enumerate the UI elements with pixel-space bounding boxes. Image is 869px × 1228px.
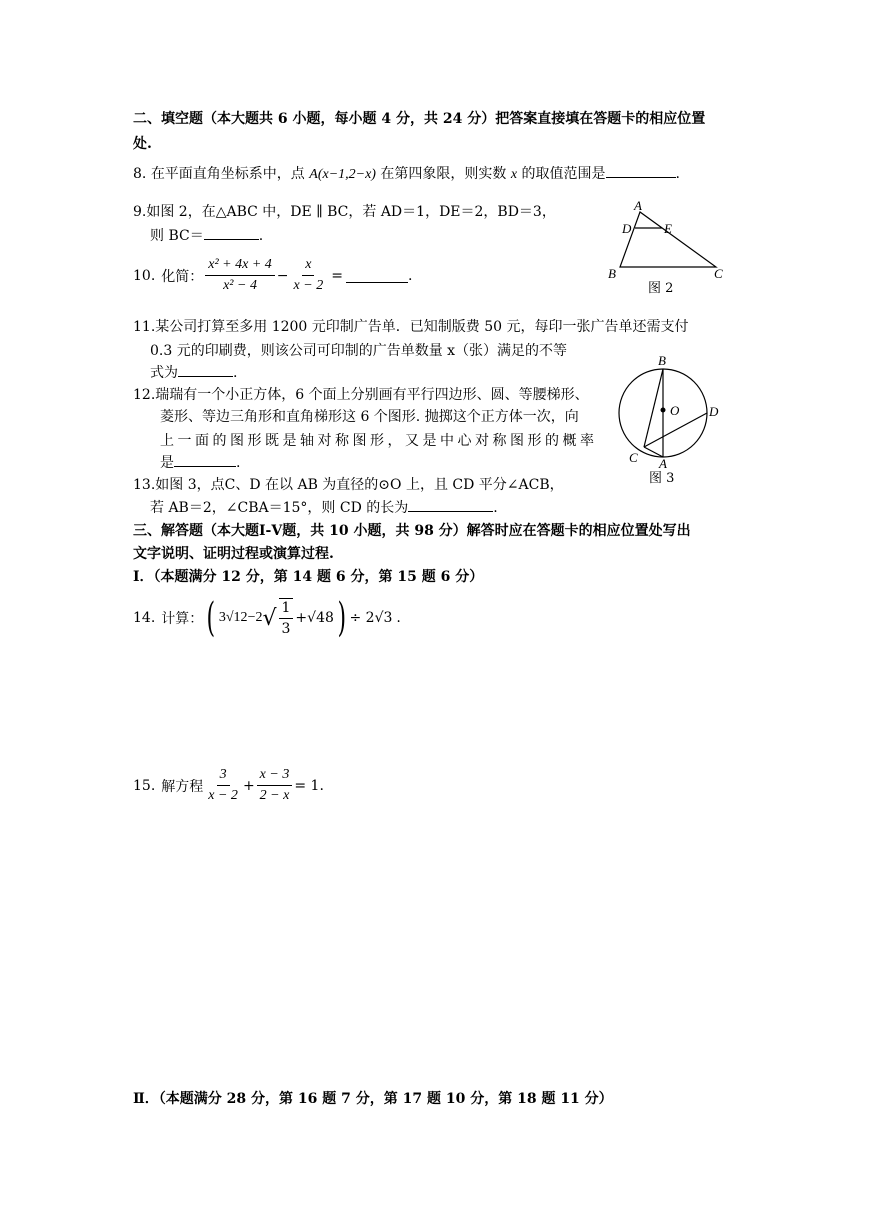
question-12-line1 [133, 384, 589, 404]
q11-end: . [233, 365, 238, 381]
q15-number: 15. [133, 777, 156, 794]
fig2-label-d: D [622, 221, 632, 236]
question-12-line4 [160, 452, 240, 472]
q15-end: . [319, 777, 324, 794]
q9-text2: 则 BC＝ [150, 228, 204, 244]
fig3-caption: 图 3 [649, 471, 675, 486]
center-point-o [661, 408, 666, 413]
q11-number: 11. [133, 319, 156, 335]
q15-equals: = 1 [294, 777, 320, 794]
chord-cb [644, 369, 663, 447]
q8-pre: 在平面直角坐标系中，点 [150, 166, 305, 182]
q9-answer-blank[interactable] [204, 225, 259, 240]
question-13-line1 [133, 474, 564, 494]
part2-title: Ⅱ．（本题满分 28 分，第 16 题 7 分，第 17 题 10 分，第 18 题 11 分） [133, 1091, 613, 1107]
q13-end: . [493, 500, 498, 516]
question-11-line1 [133, 316, 689, 336]
q14-frac-numerator: 1 [279, 599, 294, 619]
q8-answer-blank[interactable] [606, 163, 676, 178]
q8-end: . [675, 166, 680, 182]
q10-answer-blank[interactable] [346, 268, 408, 283]
question-13-line2 [150, 497, 498, 517]
part1-title: Ⅰ．（本题满分 12 分，第 14 题 6 分，第 15 题 6 分） [133, 569, 484, 585]
fig2-label-c: C [714, 266, 723, 281]
fig3-label-a: A [659, 456, 667, 471]
q9-end: . [258, 228, 264, 244]
q9-number: 9. [133, 204, 147, 220]
q14-fraction [279, 598, 294, 638]
q12-number: 12. [133, 387, 156, 403]
q14-minus: −2 [247, 610, 263, 625]
q14-left-paren: ( [206, 595, 216, 641]
q14-sqrt-sign: √ [262, 605, 277, 631]
q11-text3: 式为 [150, 365, 178, 381]
q12-text4: 是 [160, 455, 174, 471]
question-14 [133, 596, 401, 640]
q14-term1: 3√12 [218, 610, 248, 625]
q14-plus: +√48 [295, 610, 334, 626]
question-12-line3: 上一面的图形既是轴对称图形，又是中心对称图形的概率 [160, 433, 598, 449]
question-9-line2 [150, 225, 263, 245]
q15-fraction-1 [205, 766, 241, 805]
q14-pre: 计算： [161, 611, 204, 627]
question-9-line1 [133, 201, 556, 221]
section2-heading-line1: 二、填空题（本大题共 6 小题，每小题 4 分，共 24 分）把答案直接填在答题卡的相应位置 [133, 111, 706, 127]
q13-number: 13. [133, 477, 156, 493]
q15-fraction-2 [257, 766, 293, 805]
q10-frac2-denominator: x − 2 [293, 278, 324, 293]
q10-fraction-1 [205, 256, 275, 295]
q8-var: x [510, 167, 518, 182]
q11-text1: 某公司打算至多用 1200 元印制广告单．已知制版费 50 元，每印一张广告单还需支付 [155, 319, 689, 335]
q15-frac2-denominator: 2 − x [259, 788, 290, 803]
section3-heading-line2: 文字说明、证明过程或演算过程. [133, 546, 334, 562]
q10-number: 10. [133, 267, 156, 284]
q15-frac1-denominator: x − 2 [208, 788, 238, 803]
fig3-label-o: O [670, 403, 680, 418]
question-11-line3 [150, 362, 237, 382]
q12-text1: 瑞瑞有一个小正方体，6 个面上分别画有平行四边形、圆、等腰梯形、 [155, 387, 589, 403]
fig2-label-b: B [608, 266, 616, 281]
q11-answer-blank[interactable] [178, 362, 233, 377]
q8-post: 在第四象限，则实数 [380, 166, 507, 182]
section3-heading-line1: 三、解答题（本大题Ⅰ-Ⅴ题，共 10 小题，共 98 分）解答时应在答题卡的相应位置处写出 [133, 523, 691, 539]
q10-fraction-2 [291, 256, 327, 295]
q9-text1: 如图 2，在△ABC 中，DE ∥ BC，若 AD＝1，DE＝2，BD＝3， [146, 204, 556, 220]
section2-heading-line2: 处. [133, 136, 152, 152]
fig2-caption: 图 2 [648, 281, 674, 296]
question-8 [133, 163, 680, 183]
q15-frac2-numerator: x − 3 [257, 766, 293, 786]
q14-end: . [396, 610, 401, 626]
fig3-label-b: B [658, 353, 666, 368]
q13-answer-blank[interactable] [408, 497, 493, 512]
question-10 [133, 256, 412, 295]
q15-frac1-numerator: 3 [217, 766, 230, 786]
figure-2 [600, 200, 740, 300]
q15-plus: + [242, 777, 255, 794]
q8-number: 8. [133, 166, 147, 182]
q10-pre: 化简： [161, 268, 204, 285]
q14-right-paren: ) [337, 595, 346, 641]
q10-frac1-numerator: x² + 4x + 4 [205, 256, 275, 276]
q14-frac-denominator: 3 [281, 621, 291, 637]
q12-end: . [236, 455, 241, 471]
q13-text2: 若 AB＝2，∠CBA＝15°，则 CD 的长为 [150, 500, 409, 516]
fig3-label-c: C [629, 450, 638, 465]
q10-minus: − [276, 267, 289, 284]
fig2-label-e: E [664, 221, 672, 236]
fig2-label-a: A [634, 200, 642, 213]
chord-cd [644, 413, 707, 447]
q14-div: ÷ 2√3 [349, 610, 393, 626]
question-15 [133, 766, 324, 805]
q12-answer-blank[interactable] [174, 452, 236, 467]
q13-text1: 如图 3，点C、D 在以 AB 为直径的⊙O 上，且 CD 平分∠ACB， [155, 477, 564, 493]
question-11-line2: 0.3 元的印刷费，则该公司可印制的广告单数量 x（张）满足的不等 [150, 343, 568, 359]
q10-frac1-denominator: x² − 4 [223, 278, 257, 293]
q8-post2: 的取值范围是 [521, 166, 606, 182]
q14-number: 14. [133, 610, 156, 626]
q10-end: . [407, 267, 413, 284]
question-12-line2: 菱形、等边三角形和直角梯形这 6 个图形. 抛掷这个正方体一次，向 [160, 409, 579, 425]
fig3-label-d: D [709, 404, 719, 419]
figure-3 [615, 350, 735, 490]
q10-frac2-numerator: x [302, 256, 314, 276]
q15-pre: 解方程 [161, 778, 204, 795]
q8-expr: A(x−1,2−x) [309, 167, 376, 182]
q10-equals: = [331, 267, 343, 284]
